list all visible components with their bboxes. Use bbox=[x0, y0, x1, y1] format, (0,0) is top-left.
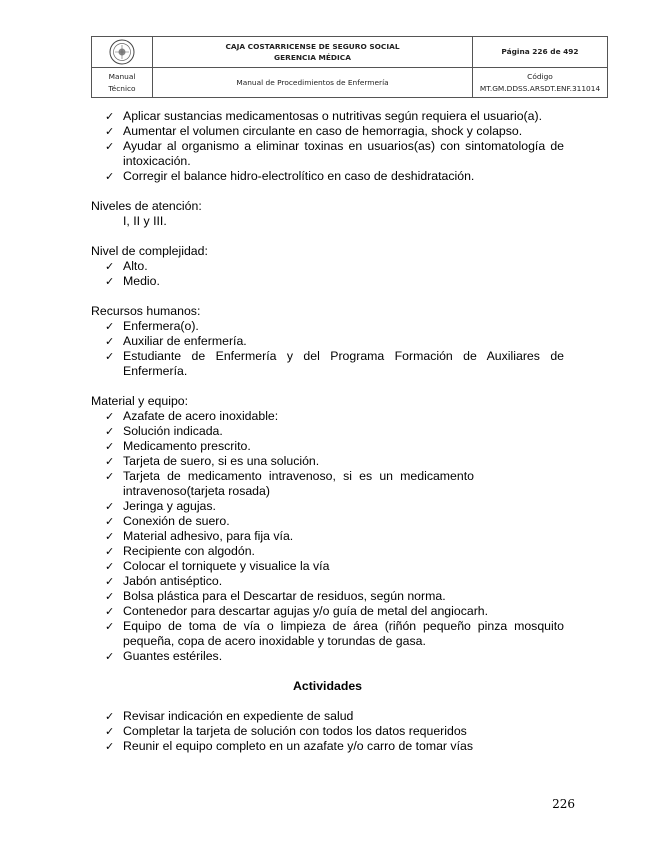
human-resources-list bbox=[91, 319, 564, 379]
document-header bbox=[91, 36, 608, 98]
logo-cell bbox=[92, 37, 153, 68]
list-item: ✓ Medicamento prescrito. bbox=[91, 439, 564, 454]
list-item: ✓ Auxiliar de enfermería. bbox=[91, 334, 564, 349]
purposes-list bbox=[91, 109, 564, 184]
list-item: ✓ Contenedor para descartar agujas y/o guía de metal del angiocarh. bbox=[91, 604, 564, 619]
list-item: ✓ Completar la tarjeta de solución con todos los datos requeridos bbox=[91, 724, 564, 739]
section-heading: Recursos humanos: bbox=[91, 304, 201, 318]
list-item: ✓ Guantes estériles. bbox=[91, 649, 564, 664]
complexity-list bbox=[91, 259, 564, 289]
list-item: ✓ Equipo de toma de vía o limpieza de área (riñón pequeño pinza mosquito pequeña, copa de acero inoxidable y torundas de gasa. bbox=[91, 619, 564, 649]
list-item: ✓ Aumentar el volumen circulante en caso de hemorragia, shock y colapso. bbox=[91, 124, 564, 139]
document-type-sub: Técnico bbox=[108, 83, 136, 93]
list-item: ✓ Conexión de suero. bbox=[91, 514, 564, 529]
list-item: ✓ Recipiente con algodón. bbox=[91, 544, 564, 559]
document-type-cell bbox=[92, 68, 153, 98]
levels-value: I, II y III. bbox=[123, 214, 167, 228]
code-cell bbox=[473, 68, 608, 98]
list-item: ✓ Enfermera(o). bbox=[91, 319, 564, 334]
code-label: Código bbox=[527, 72, 553, 82]
section-heading: Niveles de atención: bbox=[91, 199, 202, 213]
list-item: ✓ Bolsa plástica para el Descartar de residuos, según norma. bbox=[91, 589, 564, 604]
list-item: ✓ Corregir el balance hidro-electrolítico en caso de deshidratación. bbox=[91, 169, 564, 184]
list-item: ✓ Colocar el torniquete y visualice la vía bbox=[91, 559, 564, 574]
activities-list bbox=[91, 709, 564, 754]
list-item: ✓ Azafate de acero inoxidable: bbox=[91, 409, 564, 424]
list-item: ✓ Jeringa y agujas. bbox=[91, 499, 564, 514]
organization-cell bbox=[153, 37, 473, 68]
page-count: Página 226 de 492 bbox=[473, 37, 608, 68]
activities-heading: Actividades bbox=[292, 679, 363, 693]
list-item: ✓ Material adhesivo, para fija vía. bbox=[91, 529, 564, 544]
list-item: ✓ Medio. bbox=[91, 274, 564, 289]
section-heading: Material y equipo: bbox=[91, 394, 189, 408]
page-number: 226 bbox=[552, 797, 575, 811]
ccss-seal-icon bbox=[109, 39, 135, 65]
list-item: ✓ Estudiante de Enfermería y del Programa Formación de Auxiliares de Enfermería. bbox=[91, 349, 564, 379]
list-item: ✓ Reunir el equipo completo en un azafate y/o carro de tomar vías bbox=[91, 739, 564, 754]
list-item: ✓ Aplicar sustancias medicamentosas o nutritivas según requiera el usuario(a). bbox=[91, 109, 564, 124]
list-item: ✓ Revisar indicación en expediente de salud bbox=[91, 709, 564, 724]
organization-division: GERENCIA MÉDICA bbox=[274, 53, 351, 62]
document-type: Manual bbox=[108, 72, 136, 82]
materials-list bbox=[91, 409, 564, 664]
list-item: ✓ Tarjeta de suero, si es una solución. bbox=[91, 454, 564, 469]
list-item: ✓ Tarjeta de medicamento intravenoso, si es un medicamento intravenoso(tarjeta rosada) bbox=[91, 469, 564, 499]
list-item: ✓ Alto. bbox=[91, 259, 564, 274]
list-item: ✓ Jabón antiséptico. bbox=[91, 574, 564, 589]
code-value: MT.GM.DDSS.ARSDT.ENF.311014 bbox=[479, 83, 601, 93]
list-item: ✓ Solución indicada. bbox=[91, 424, 564, 439]
list-item: ✓ Ayudar al organismo a eliminar toxinas en usuarios(as) con sintomatología de intoxicación. bbox=[91, 139, 564, 169]
page-body bbox=[91, 109, 564, 754]
organization-name: CAJA COSTARRICENSE DE SEGURO SOCIAL bbox=[225, 41, 400, 51]
section-heading: Nivel de complejidad: bbox=[91, 244, 208, 258]
manual-title: Manual de Procedimientos de Enfermería bbox=[153, 68, 473, 98]
